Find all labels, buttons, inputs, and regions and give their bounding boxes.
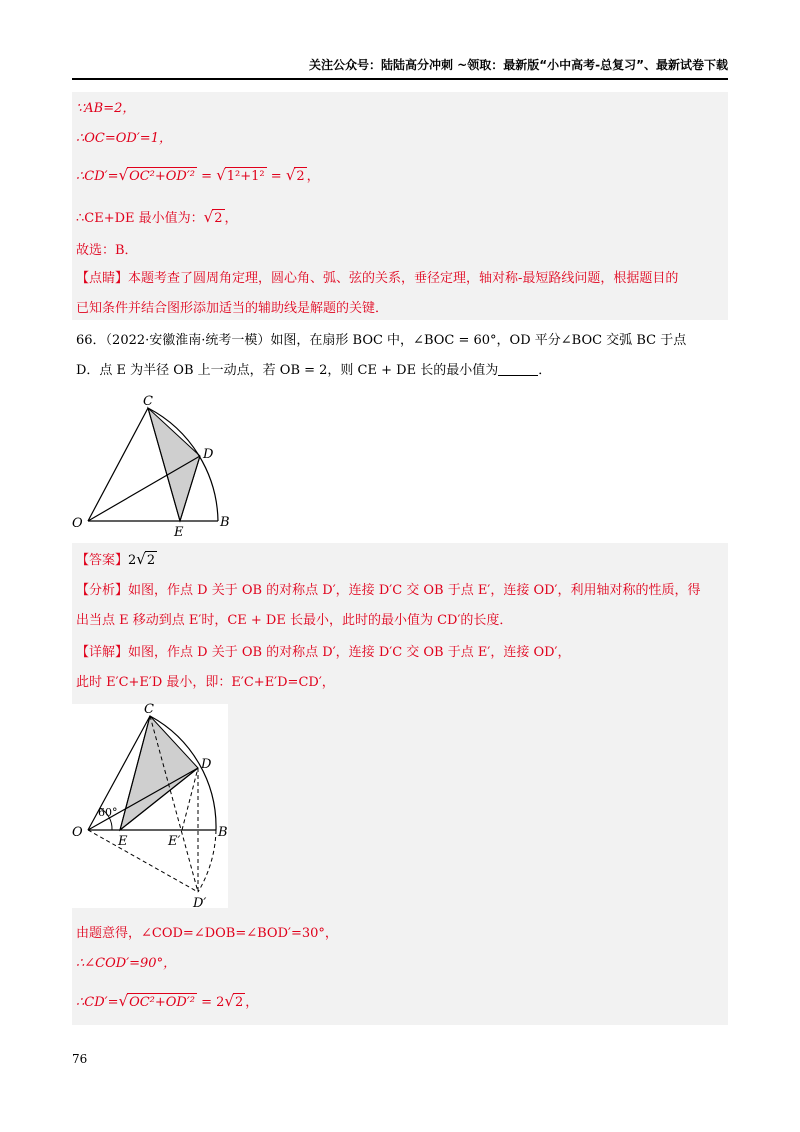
eq-2: = xyxy=(270,169,282,184)
label-d-2: D xyxy=(201,757,212,772)
analysis-line-2: 出当点 E 移动到点 E′时，CE + DE 长最小，此时的最小值为 CD′的长度． xyxy=(76,613,513,628)
label-o-1: O xyxy=(72,516,83,531)
comment-text-1: 本题考查了圆周角定理，圆心角、弧、弦的关系，垂径定理，轴对称-最短路线问题，根据题目的 xyxy=(128,271,679,286)
segment-od2 xyxy=(88,830,198,892)
label-o-2: O xyxy=(72,825,83,840)
page-number: 76 xyxy=(72,1052,88,1066)
solution-line-1: ∵AB=2， xyxy=(76,101,136,116)
eq-1: = xyxy=(201,169,213,184)
solution-line-4: ∴CE+DE 最小值为：√2 ， xyxy=(76,208,238,226)
cd-prefix: ∴CD′= xyxy=(76,169,119,184)
label-e-prime: E′ xyxy=(168,834,181,849)
min-value-sqrt: 2 xyxy=(214,211,223,226)
question-text: D．点 E 为半径 OB 上一动点，若 OB = 2，则 CE + DE 长的最小值为 xyxy=(76,363,499,378)
detail-line-2: 此时 E′C+E′D 最小，即：E′C+E′D=CD′， xyxy=(76,675,335,690)
answer-rad: 2 xyxy=(146,553,156,568)
conclusion-line-1: 由题意得，∠COD=∠DOB=∠BOD′=30°， xyxy=(76,926,338,941)
sqrt-expr-3: 2 xyxy=(296,169,305,184)
conclusion-line-3: ∴CD′=√OC²+OD′² = 2√2 ， xyxy=(76,992,259,1010)
arc-bd2 xyxy=(198,830,216,892)
sqrt-expr-1: OC²+OD′² xyxy=(129,169,196,184)
answer-tag: 【答案】 xyxy=(76,553,129,568)
detail-tag: 【详解】 xyxy=(76,645,129,660)
question-line-1: 66．（2022·安徽淮南·统考一模）如图，在扇形 BOC 中，∠BOC = 60°，OD 平分∠BOC 交弧 BC 于点 xyxy=(76,333,687,348)
conclusion-line-2: ∴∠COD′=90°， xyxy=(76,956,177,971)
solution-line-2: ∴OC=OD′=1， xyxy=(76,131,172,146)
question-end: ． xyxy=(538,363,552,378)
min-value-prefix: ∴CE+DE 最小值为： xyxy=(76,211,204,226)
label-e-1: E xyxy=(174,525,184,540)
final-prefix: ∴CD′= xyxy=(76,995,119,1010)
min-value-suffix: ， xyxy=(224,211,238,226)
solution-line-3: ∴CD′=√OC²+OD′² = √1²+1² = √2 ， xyxy=(76,166,320,184)
final-suffix: ， xyxy=(245,995,259,1010)
angle-label: 60° xyxy=(98,806,118,819)
label-d-1: D xyxy=(203,447,214,462)
final-eq: = 2 xyxy=(201,995,225,1010)
comment-tag: 【点睛】 xyxy=(76,271,129,286)
answer-coef: 2 xyxy=(128,553,137,568)
solution-line-5: 故选：B． xyxy=(76,243,138,258)
final-rad: 2 xyxy=(235,995,244,1010)
label-e-2: E xyxy=(118,834,128,849)
final-sqrt-expr: OC²+OD′² xyxy=(129,995,196,1010)
suffix-1: ， xyxy=(306,169,320,184)
detail-text-1: 如图，作点 D 关于 OB 的对称点 D′，连接 D′C 交 OB 于点 E′，连接 OD′， xyxy=(128,645,571,660)
answer-line: 【答案】2√2 xyxy=(76,550,156,568)
sqrt-expr-2: 1²+1² xyxy=(226,169,265,184)
page-header: 关注公众号：陆陆高分冲刺 ~领取：最新版“小中高考-总复习”、最新试卷下载 xyxy=(72,56,728,80)
label-b-2: B xyxy=(218,825,228,840)
comment-line-2: 已知条件并结合图形添加适当的辅助线是解题的关键． xyxy=(76,301,389,316)
label-c-1: C xyxy=(143,394,153,409)
label-c-2: C xyxy=(144,702,154,717)
analysis-tag: 【分析】 xyxy=(76,583,129,598)
analysis-text-1: 如图，作点 D 关于 OB 的对称点 D′，连接 D′C 交 OB 于点 E′，连接 OD′，利用轴对称的性质，得 xyxy=(128,583,701,598)
label-d-prime: D′ xyxy=(193,896,207,911)
label-b-1: B xyxy=(220,515,230,530)
